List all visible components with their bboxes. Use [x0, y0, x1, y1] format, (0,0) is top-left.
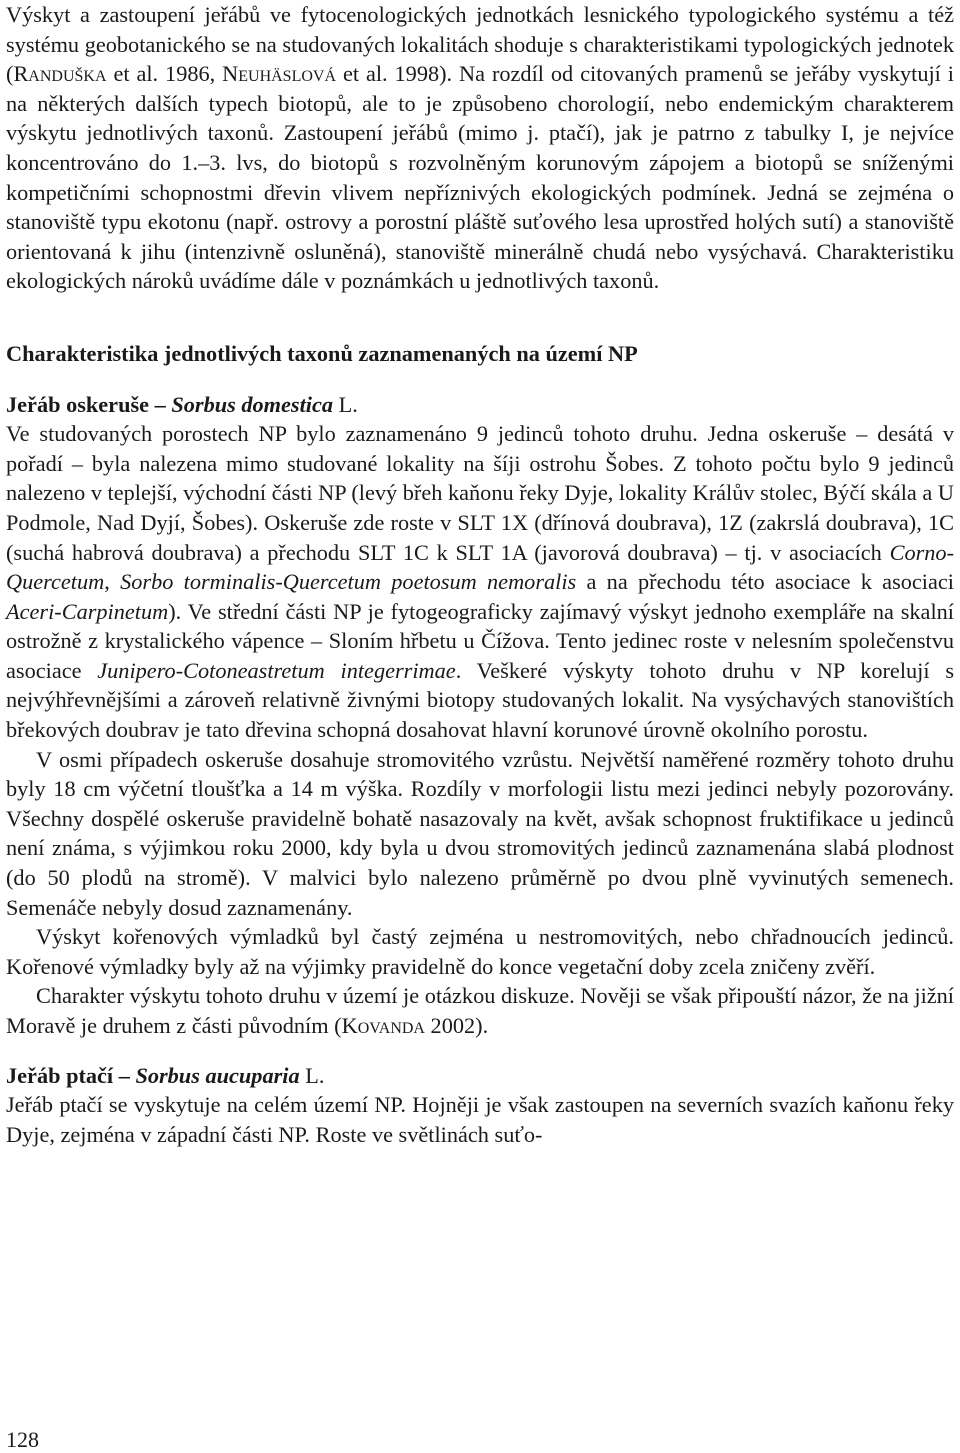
taxon-heading-sorbus-domestica	[6, 390, 954, 420]
taxon1-paragraph-1	[6, 419, 954, 745]
taxon1-paragraph-2: V osmi případech oskeruše dosahuje stromovitého vzrůstu. Největší naměřené rozměry tohoto druhu byly 18 cm výčetní tloušťka a 14 m výška. Rozdíly v morfologii listu mezi jedinci nebyly pozorovány. Všechny dospělé oskeruše pravidelně bohatě nasazovaly na květ, avšak schopnost fruktifikace u jedinců není známa, s výjimkou roku 2000, kdy byla u dvou stromovitých jedinců zaznamenána slabá plodnost (do 50 plodů na stromě). V malvici bylo nalezeno průměrně po dvou plně vyvinutých semenech. Semenáče nebyly dosud zaznamenány.	[6, 746, 954, 920]
taxon-heading-sorbus-aucuparia	[6, 1061, 954, 1091]
text-run: . Veškeré výskyty tohoto druhu v NP korelují s nejvýhřevnějšími a zároveň relativně živnými biotopy studovaných lokalit. Na vysýchavých stanovištích břekových doubrav je tato dřevina schopná dosahovat hlavní korunové úrovně okolního porostu.	[6, 657, 954, 743]
taxon-author: L.	[299, 1062, 325, 1088]
taxon-latin-name: Sorbus aucuparia	[135, 1062, 300, 1088]
text-run: ,	[104, 569, 121, 595]
text-run: et al. 1998). Na rozdíl od citovaných pramenů se jeřáby vyskytují i na některých dalších typech biotopů, ale to je způsobeno chorologií, nebo endemickým charakterem výskytu jednotlivých taxonů. Zastoupení jeřábů (mimo j. ptačí), jak je patrno z tabulky I, je nejvíce koncentrováno do 1.–3. lvs, do biotopů s rozvolněným korunovým zápojem a biotopů se sníženými kompetičními schopnostmi dřevin vlivem nepříznivých ekologických podmínek. Jedná se zejména o stanoviště typu ekotonu (např. ostrovy a porostní pláště suťového lesa uprostřed holých sutí) a stanoviště orientovaná k jihu (intenzivně osluněná), stanoviště minerálně chudá nebo vysýchavá. Charakteristiku ekologických nároků uvádíme dále v poznámkách u jednotlivých taxonů.	[6, 61, 954, 294]
text-run: Výskyt a zastoupení jeřábů ve fytocenologických jednotkách lesnického typologického systému a též systému geobotanického se na studovaných lokalitách shoduje s charakteristikami typologických jednotek (	[6, 2, 954, 87]
intro-paragraph	[6, 0, 954, 296]
text-run: a na přechodu této asociace k asociaci	[576, 569, 954, 595]
text-run: Charakter výskytu tohoto druhu v území je otázkou diskuze. Nověji se však připouští názor, že na jižní Moravě je druhem z části původním (	[6, 983, 954, 1038]
taxon1-paragraph-4	[6, 981, 954, 1040]
page-number: 128	[6, 1427, 39, 1452]
association-name: Aceri-Carpinetum	[6, 598, 169, 624]
taxon-czech-name: Jeřáb oskeruše –	[6, 391, 172, 417]
association-name: Sorbo torminalis-Quercetum poetosum nemoralis	[120, 569, 577, 595]
text-run: ). Ve střední části NP je fytogeograficky zajímavý výskyt jednoho exempláře na skalní ostrožně z krystalického vápence – Sloním hřbetu u Čížova. Tento jedinec roste v nelesním společenstvu asociace	[6, 598, 954, 683]
text-run: et al. 1986,	[106, 61, 223, 87]
page-content	[6, 0, 954, 1149]
citation-neuhaslova: Neuhäslová	[222, 61, 337, 87]
citation-randuska: Randuška	[13, 61, 107, 87]
taxon2-paragraph-1: Jeřáb ptačí se vyskytuje na celém území NP. Hojněji je však zastoupen na severních svazích kaňonu řeky Dyje, zejména v západní části NP. Roste ve světlinách suťo-	[6, 1092, 954, 1147]
taxon1-paragraph-3: Výskyt kořenových výmladků byl častý zejména u nestromovitých, nebo chřadnoucích jedinců. Kořenové výmladky byly až na výjimky pravidelně do konce vegetační doby zcela zničeny zvěří.	[6, 924, 954, 979]
text-run: 2002).	[424, 1013, 489, 1038]
taxon-latin-name: Sorbus domestica	[171, 391, 334, 417]
taxon-author: L.	[333, 391, 358, 417]
text-run: Ve studovaných porostech NP bylo zaznamenáno 9 jedinců tohoto druhu. Jedna oskeruše – desátá v pořadí – byla nalezena mimo studované lokality na šíji ostrohu Šobes. Z tohoto počtu bylo 9 jedinců nalezeno v teplejší, východní části NP (levý břeh kaňonu řeky Dyje, lokality Králův stolec, Býčí skála a U Podmole, Nad Dyjí, Šobes). Oskeruše zde roste v SLT 1X (dřínová doubrava), 1Z (zakrslá doubrava), 1C (suchá habrová doubrava) a přechodu SLT 1C k SLT 1A (javorová doubrava) – tj. v asociacích	[6, 421, 954, 565]
association-name: Junipero-Cotoneastretum integerrimae	[97, 657, 456, 683]
association-name: Corno-Quercetum	[6, 539, 954, 595]
section-heading: Charakteristika jednotlivých taxonů zaznamenaných na území NP	[6, 340, 638, 366]
citation-kovanda: Kovanda	[341, 1013, 425, 1038]
taxon-czech-name: Jeřáb ptačí –	[6, 1062, 136, 1088]
